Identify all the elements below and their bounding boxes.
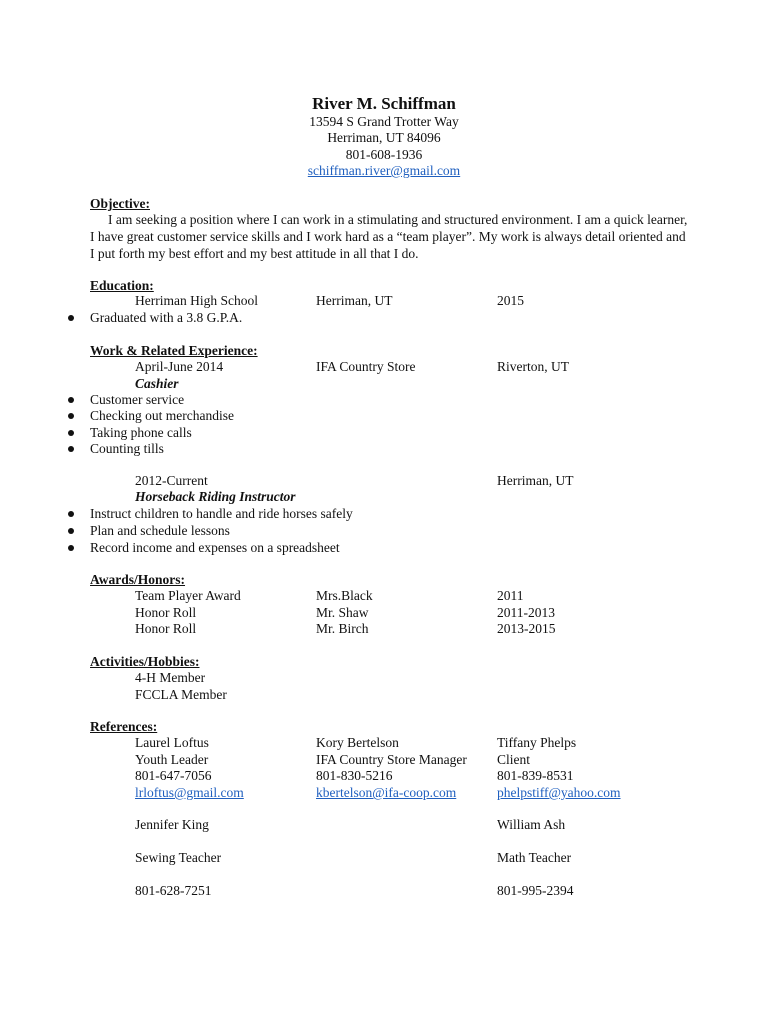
job-title: Cashier	[135, 376, 179, 391]
education-bullet: Graduated with a 3.8 G.P.A.	[90, 310, 243, 325]
job-title: Horseback Riding Instructor	[135, 489, 296, 504]
reference-role: Sewing Teacher	[135, 850, 222, 865]
bullet-icon	[68, 413, 74, 419]
reference-phone: 801-647-7056	[135, 768, 212, 783]
reference-email-row	[497, 785, 621, 801]
reference-name: Laurel Loftus	[135, 735, 209, 750]
awards-heading: Awards/Honors:	[90, 572, 186, 587]
objective-heading: Objective:	[90, 196, 150, 211]
experience-heading: Work & Related Experience:	[90, 343, 258, 358]
reference-name: Jennifer King	[135, 817, 209, 832]
reference-role: IFA Country Store Manager	[316, 752, 467, 767]
job-dates: 2012-Current	[135, 473, 208, 488]
activities-heading: Activities/Hobbies:	[90, 654, 200, 669]
education-year: 2015	[497, 293, 524, 308]
email-row	[0, 163, 768, 179]
objective-text: I am seeking a position where I can work in a stimulating and structured environment. I am a quick learner, I have great customer service skills and I work hard as a “team player”. My work is always detail oriented and I put forth my best effort and my best attitude in all that I do.	[90, 212, 688, 261]
references-heading: References:	[90, 719, 158, 734]
bullet-icon	[68, 446, 74, 452]
bullet-icon	[68, 430, 74, 436]
job-dates: April-June 2014	[135, 359, 224, 374]
bullet-icon	[68, 315, 74, 321]
reference-phone: 801-830-5216	[316, 768, 393, 783]
reference-email-link[interactable]: phelpstiff@yahoo.com	[497, 785, 621, 800]
job-bullet: Plan and schedule lessons	[90, 523, 230, 538]
activity-item: 4-H Member	[135, 670, 206, 685]
award-name: Honor Roll	[135, 621, 197, 636]
job-location: Herriman, UT	[497, 473, 574, 488]
reference-name: Kory Bertelson	[316, 735, 399, 750]
award-by: Mr. Birch	[316, 621, 369, 636]
phone-number: 801-608-1936	[345, 147, 423, 162]
education-school: Herriman High School	[135, 293, 258, 308]
resume-name: River M. Schiffman	[312, 94, 456, 113]
education-heading: Education:	[90, 278, 154, 293]
job-bullet: Counting tills	[90, 441, 164, 456]
bullet-icon	[68, 511, 74, 517]
job-bullet: Record income and expenses on a spreadsheet	[90, 540, 340, 555]
reference-role: Client	[497, 752, 530, 767]
reference-name: William Ash	[497, 817, 566, 832]
reference-name: Tiffany Phelps	[497, 735, 577, 750]
award-year: 2011-2013	[497, 605, 555, 620]
reference-role: Youth Leader	[135, 752, 209, 767]
address-street: 13594 S Grand Trotter Way	[309, 114, 459, 129]
bullet-icon	[68, 397, 74, 403]
education-location: Herriman, UT	[316, 293, 393, 308]
reference-role: Math Teacher	[497, 850, 572, 865]
reference-email-row	[316, 785, 456, 801]
bullet-icon	[68, 528, 74, 534]
award-by: Mr. Shaw	[316, 605, 369, 620]
bullet-icon	[68, 545, 74, 551]
award-year: 2013-2015	[497, 621, 556, 636]
reference-phone: 801-995-2394	[497, 883, 574, 898]
activity-item: FCCLA Member	[135, 687, 227, 702]
job-bullet: Taking phone calls	[90, 425, 192, 440]
reference-phone: 801-839-8531	[497, 768, 574, 783]
award-by: Mrs.Black	[316, 588, 373, 603]
reference-phone: 801-628-7251	[135, 883, 212, 898]
job-bullet: Checking out merchandise	[90, 408, 234, 423]
award-name: Honor Roll	[135, 605, 197, 620]
job-employer: IFA Country Store	[316, 359, 416, 374]
email-link[interactable]: schiffman.river@gmail.com	[307, 163, 461, 178]
address-city: Herriman, UT 84096	[327, 130, 441, 145]
reference-email-row	[135, 785, 244, 801]
reference-email-link[interactable]: lrloftus@gmail.com	[135, 785, 244, 800]
award-year: 2011	[497, 588, 524, 603]
reference-email-link[interactable]: kbertelson@ifa-coop.com	[316, 785, 457, 800]
job-bullet: Customer service	[90, 392, 185, 407]
award-name: Team Player Award	[135, 588, 241, 603]
job-bullet: Instruct children to handle and ride horses safely	[90, 506, 353, 521]
job-location: Riverton, UT	[497, 359, 569, 374]
